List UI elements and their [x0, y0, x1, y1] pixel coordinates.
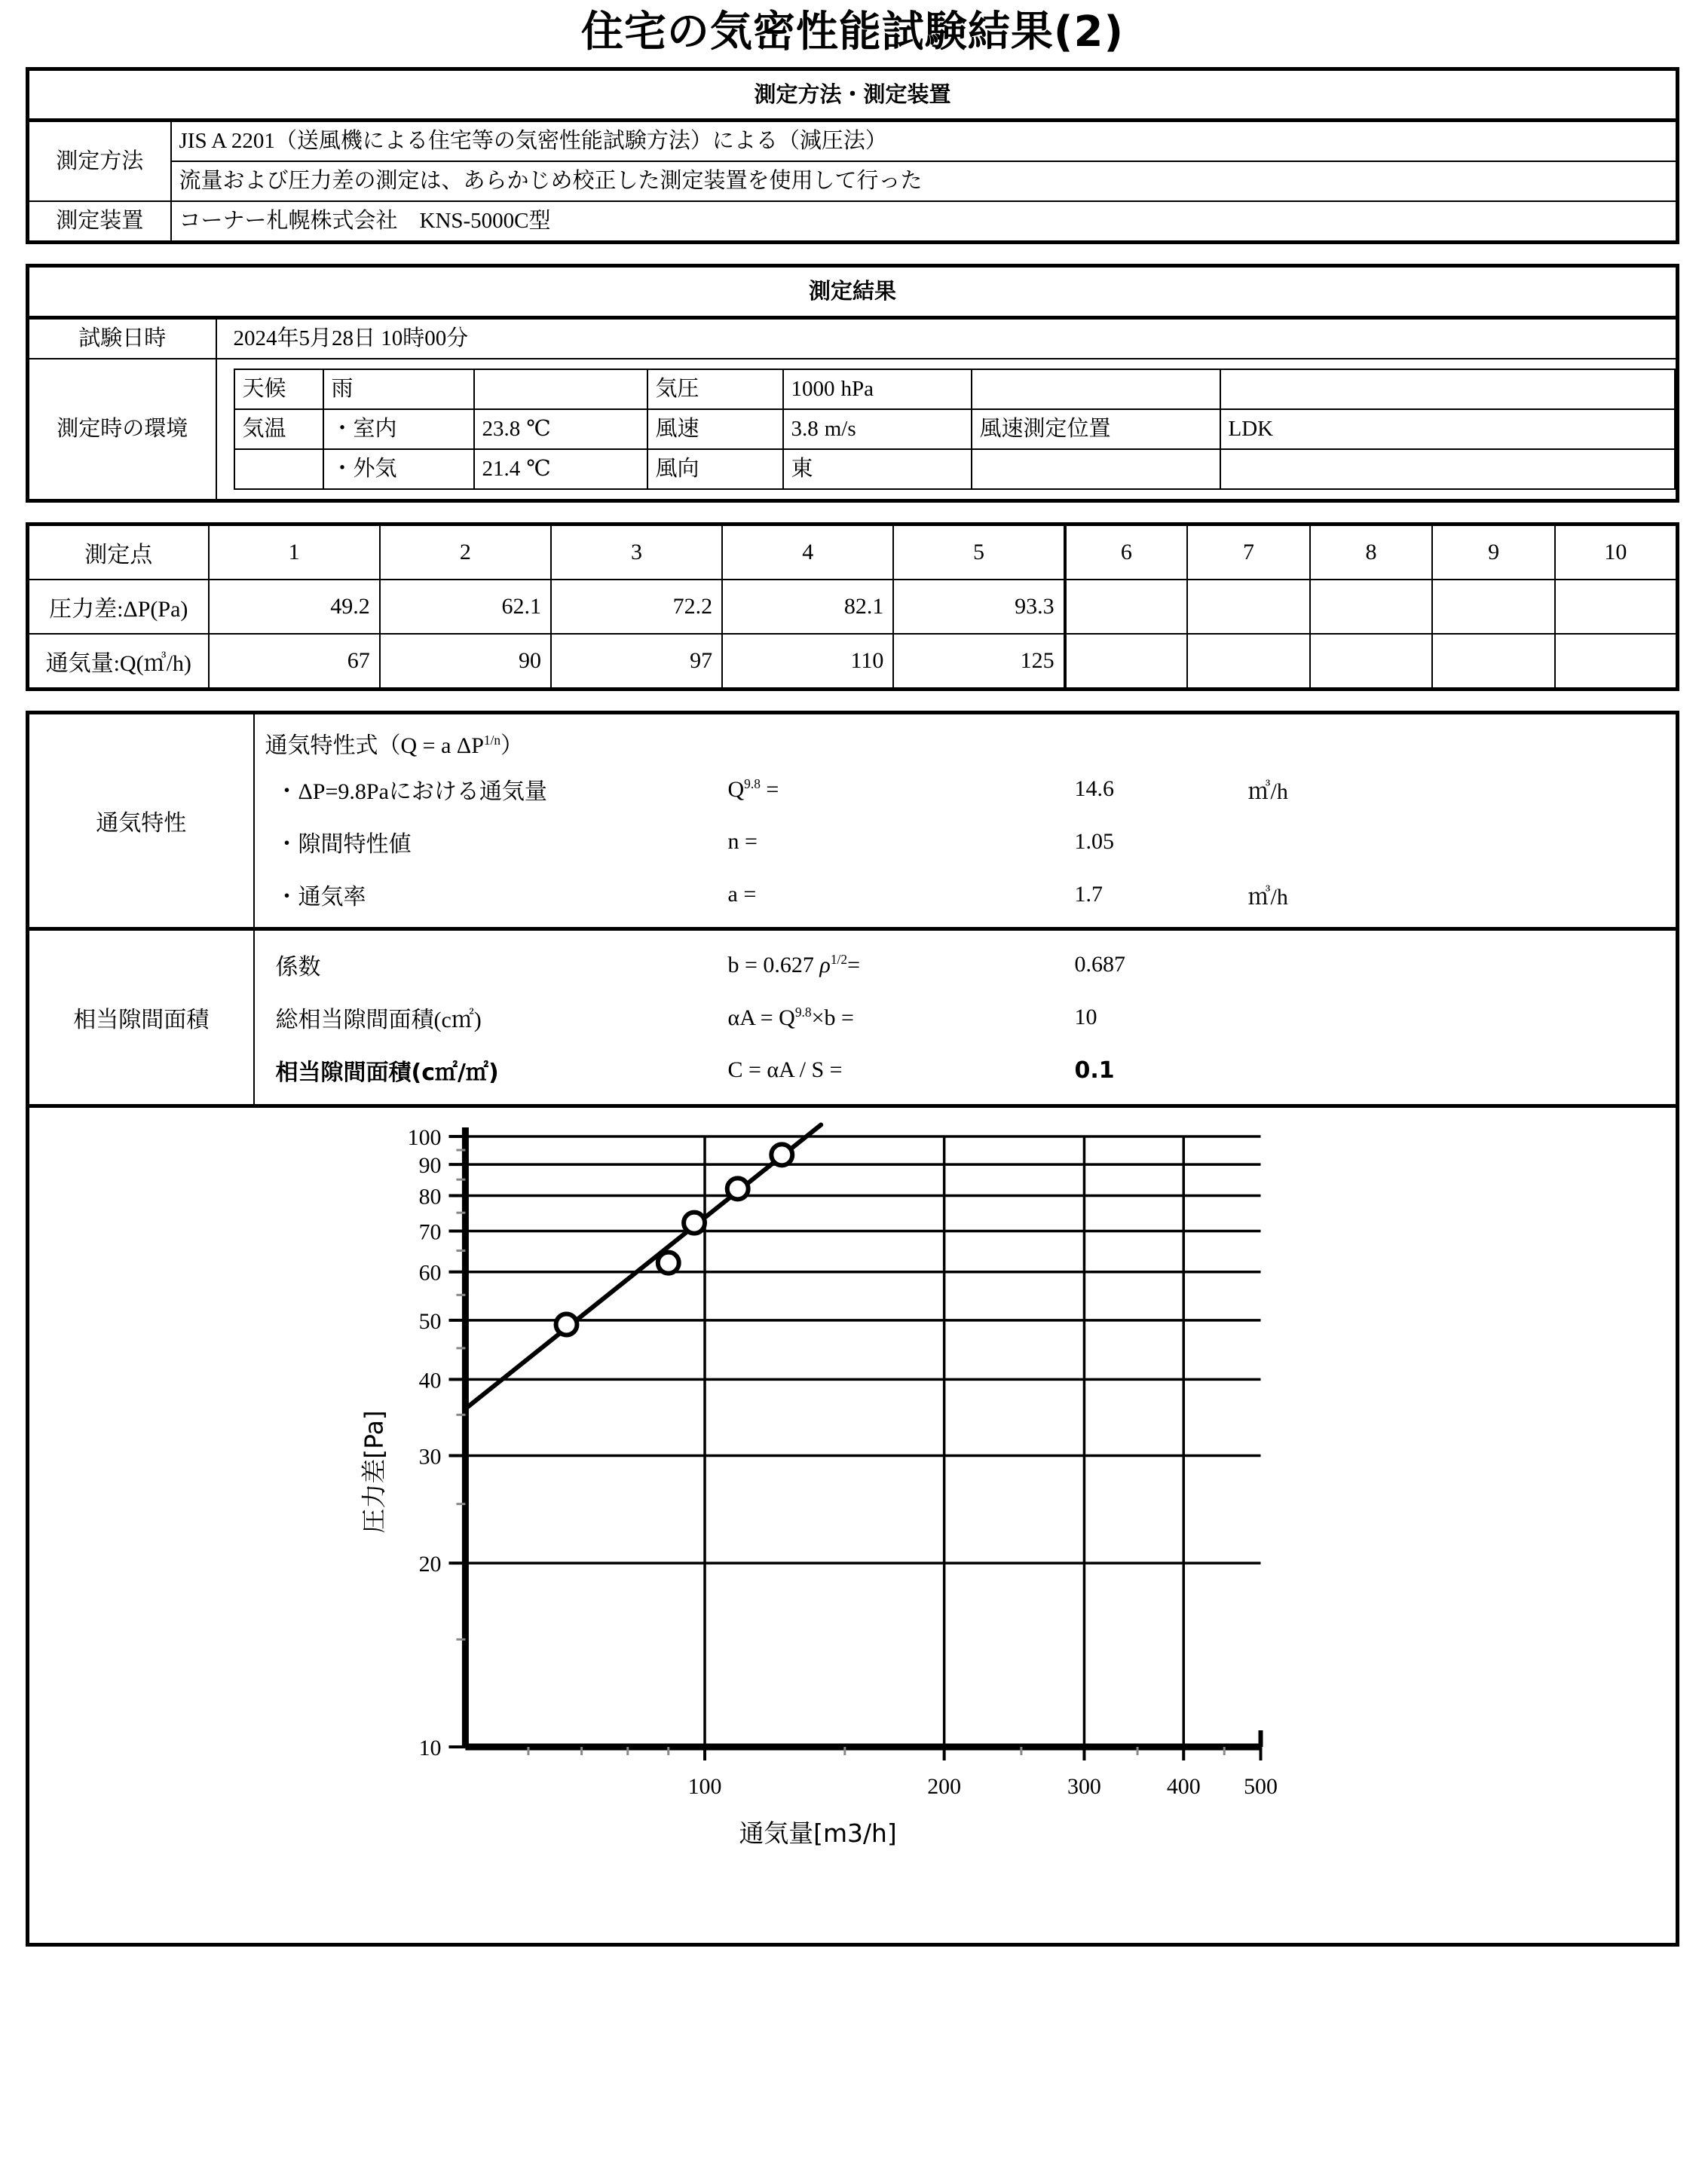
y-tick-label: 90	[418, 1153, 442, 1179]
table-row	[28, 525, 1678, 580]
air-flow-cell	[1310, 634, 1433, 690]
method-label: 測定方法	[28, 120, 171, 201]
y-tick-label: 40	[418, 1368, 442, 1393]
data-point	[556, 1314, 577, 1335]
indoor-value: 23.8	[482, 416, 521, 441]
pressure-key: 気圧	[647, 369, 783, 409]
env-pad-d	[1220, 449, 1676, 489]
data-point	[727, 1178, 748, 1199]
environment-cell	[216, 359, 1678, 501]
windpos-value: LDK	[1220, 409, 1676, 449]
method-row-1	[28, 120, 1678, 161]
leakage-area-row	[28, 929, 1678, 1106]
x-tick-label: 300	[1067, 1774, 1101, 1800]
outdoor-value: 21.4	[482, 456, 521, 481]
env-row-outdoor	[234, 449, 1676, 489]
characteristic-desc: ・隙間特性値	[275, 832, 412, 858]
point-index-cell: 9	[1432, 525, 1555, 580]
y-tick-label: 30	[418, 1444, 442, 1470]
characteristic-equation: $Q^{9.8}$ =	[727, 775, 779, 802]
leakage-rows	[265, 938, 1676, 1097]
air-flow-cell	[1065, 634, 1188, 690]
method-line-1: JIS A 2201（送風機による住宅等の気密性能試験方法）による（減圧法）	[171, 120, 1678, 161]
outdoor-value-cell	[474, 449, 647, 489]
air-flow-cell	[1432, 634, 1555, 690]
leakage-value: 0.1	[1074, 1057, 1115, 1084]
spacer-1	[26, 244, 1679, 264]
result-band-title: 測定結果	[28, 266, 1678, 317]
method-band-title: 測定方法・測定装置	[28, 69, 1678, 120]
spacer-2	[26, 503, 1679, 522]
characteristic-row	[265, 763, 1676, 815]
leakage-equation: b = 0.627 $\rho^{1/2}=$	[727, 951, 860, 977]
pressure-diff-cell	[1065, 580, 1188, 634]
datetime-row	[28, 317, 1678, 359]
spacer-3	[26, 691, 1679, 711]
characteristic-value: 14.6	[1074, 776, 1114, 802]
y-tick-label: 70	[418, 1219, 442, 1245]
method-row-2	[28, 161, 1678, 201]
measurement-result-table	[26, 264, 1679, 503]
leakage-value: 0.687	[1074, 952, 1125, 977]
characteristic-value: 1.05	[1074, 829, 1114, 855]
pressure-diff-cell: 82.1	[722, 580, 893, 634]
fit-line	[465, 1125, 821, 1409]
point-index-cell: 8	[1310, 525, 1433, 580]
ventilation-characteristics-row	[28, 713, 1678, 929]
pressure-value-cell	[783, 369, 972, 409]
pressure-diff-cell	[1310, 580, 1433, 634]
leakage-unit	[1248, 991, 1676, 1044]
point-index-cell: 7	[1187, 525, 1310, 580]
pressure-diff-cell	[1555, 580, 1678, 634]
windspeed-value: 3.8	[791, 416, 819, 441]
leakage-row	[265, 1044, 1676, 1097]
page-title: 住宅の気密性能試験結果(2)	[580, 8, 1125, 57]
leakage-desc: 係数	[275, 955, 321, 980]
y-axis-label: 圧力差[Pa]	[359, 1410, 389, 1534]
env-row-weather	[234, 369, 1676, 409]
points-body	[28, 525, 1678, 690]
air-flow-cell: 110	[722, 634, 893, 690]
formula-head: 通気特性式（Q = a ΔP	[265, 733, 484, 759]
pressure-diff-cell: 49.2	[209, 580, 380, 634]
characteristic-value: 1.7	[1074, 882, 1103, 907]
point-index-row-label: 測定点	[28, 525, 209, 580]
environment-grid	[234, 369, 1676, 490]
env-pad-a	[972, 369, 1220, 409]
point-index-cell: 3	[551, 525, 722, 580]
air-flow-cell: 125	[893, 634, 1064, 690]
measurement-points-table	[26, 522, 1679, 691]
point-index-cell: 5	[893, 525, 1064, 580]
windspeed-unit: m/s	[824, 416, 856, 441]
characteristic-equation: a =	[727, 882, 757, 907]
leakage-unit	[1248, 938, 1676, 991]
data-point	[684, 1213, 705, 1234]
environment-label: 測定時の環境	[28, 359, 216, 501]
characteristics-table	[26, 711, 1679, 1108]
y-tick-label: 10	[418, 1736, 442, 1761]
env-pad-b	[1220, 369, 1676, 409]
windspeed-key: 風速	[647, 409, 783, 449]
point-index-cell: 1	[209, 525, 380, 580]
device-value: コーナー札幌株式会社 KNS-5000C型	[171, 201, 1678, 243]
characteristic-row	[265, 815, 1676, 868]
leakage-unit	[1248, 1044, 1676, 1097]
leakage-row	[265, 991, 1676, 1044]
data-point	[658, 1253, 679, 1274]
air-flow-cell	[1555, 634, 1678, 690]
method-line-2: 流量および圧力差の測定は、あらかじめ校正した測定装置を使用して行った	[171, 161, 1678, 201]
y-tick-label: 20	[418, 1552, 442, 1577]
point-index-cell: 2	[380, 525, 551, 580]
x-tick-label: 100	[687, 1774, 722, 1800]
result-band-row	[28, 266, 1678, 317]
characteristic-desc: ・ΔP=9.8Paにおける通気量	[275, 779, 547, 805]
winddir-key: 風向	[647, 449, 783, 489]
ventilation-characteristics-cell	[254, 713, 1678, 929]
point-index-cell: 4	[722, 525, 893, 580]
datetime-label: 試験日時	[28, 317, 216, 359]
leakage-equation: C = αA / S =	[727, 1057, 843, 1083]
leakage-value: 10	[1074, 1005, 1097, 1030]
pressure-diff-row-label: 圧力差:ΔP(Pa)	[28, 580, 209, 634]
measurement-method-table	[26, 67, 1679, 245]
outdoor-key: ・外気	[323, 449, 474, 489]
weather-key: 天候	[234, 369, 323, 409]
device-label: 測定装置	[28, 201, 171, 243]
weather-value: 雨	[323, 369, 474, 409]
formula-close: ）	[500, 733, 524, 759]
windpos-key: 風速測定位置	[972, 409, 1220, 449]
formula-exponent: 1/n	[483, 733, 501, 748]
indoor-value-cell	[474, 409, 647, 449]
y-tick-label: 80	[418, 1184, 442, 1210]
air-flow-cell: 97	[551, 634, 722, 690]
air-flow-row-label: 通気量:Q(㎥/h)	[28, 634, 209, 690]
characteristic-unit: ㎥/h	[1247, 885, 1288, 910]
environment-row	[28, 359, 1678, 501]
characteristic-formula	[265, 720, 1676, 763]
env-pad-c	[972, 449, 1220, 489]
pressure-diff-cell: 72.2	[551, 580, 722, 634]
leakage-area-cell	[254, 929, 1678, 1106]
ventilation-characteristics-label: 通気特性	[28, 713, 254, 929]
characteristic-equation: n =	[727, 829, 758, 855]
point-index-cell: 10	[1555, 525, 1678, 580]
characteristic-curve-chart	[26, 1108, 1679, 1947]
windspeed-value-cell	[783, 409, 972, 449]
pressure-diff-cell	[1432, 580, 1555, 634]
characteristic-row	[265, 868, 1676, 921]
table-row	[28, 634, 1678, 690]
outdoor-spacer	[234, 449, 323, 489]
weather-spacer	[474, 369, 647, 409]
air-flow-cell: 67	[209, 634, 380, 690]
x-tick-label: 500	[1244, 1774, 1278, 1800]
temperature-key: 気温	[234, 409, 323, 449]
outdoor-unit: ℃	[526, 456, 551, 481]
characteristic-desc: ・通気率	[275, 885, 366, 910]
point-index-cell: 6	[1065, 525, 1188, 580]
indoor-key: ・室内	[323, 409, 474, 449]
y-tick-label: 50	[418, 1308, 442, 1334]
method-band-row	[28, 69, 1678, 120]
leakage-equation: $\alpha A = Q^{9.8}\times b$ =	[727, 1004, 854, 1030]
characteristic-unit: ㎥/h	[1247, 779, 1288, 805]
leakage-desc: 総相当隙間面積(c㎡)	[275, 1008, 482, 1033]
indoor-unit: ℃	[526, 416, 551, 441]
y-tick-label: 100	[407, 1125, 442, 1151]
device-row	[28, 201, 1678, 243]
data-point	[771, 1144, 792, 1165]
chart-svg	[29, 1108, 1676, 1943]
pressure-diff-cell	[1187, 580, 1310, 634]
air-flow-cell: 90	[380, 634, 551, 690]
env-row-indoor	[234, 409, 1676, 449]
y-tick-label: 60	[418, 1260, 442, 1286]
pressure-unit: hPa	[840, 376, 874, 401]
table-row	[28, 580, 1678, 634]
x-axis-label: 通気量[m3/h]	[739, 1818, 897, 1849]
pressure-value: 1000	[791, 376, 835, 401]
x-tick-label: 400	[1166, 1774, 1201, 1800]
air-flow-cell	[1187, 634, 1310, 690]
datetime-value: 2024年5月28日 10時00分	[216, 317, 1678, 359]
pressure-diff-cell: 93.3	[893, 580, 1064, 634]
characteristic-unit	[1248, 815, 1676, 868]
x-tick-label: 200	[927, 1774, 962, 1800]
characteristics-rows	[265, 763, 1676, 921]
pressure-diff-cell: 62.1	[380, 580, 551, 634]
leakage-desc: 相当隙間面積(c㎡/㎡)	[275, 1060, 499, 1087]
leakage-row	[265, 938, 1676, 991]
leakage-area-label: 相当隙間面積	[28, 929, 254, 1106]
winddir-value: 東	[783, 449, 972, 489]
